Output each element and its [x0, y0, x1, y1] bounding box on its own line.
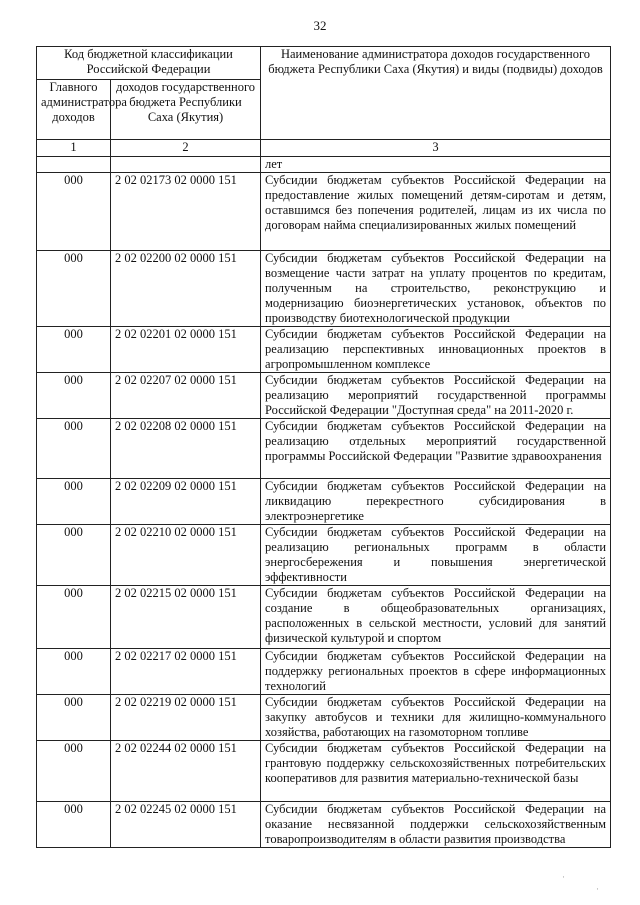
income-description-cell: Субсидии бюджетам субъектов Российской Федерации на реализацию региональных программ в области энергосбережения и повышения энергетической эффективности [261, 525, 611, 586]
admin-code-cell: 000 [37, 173, 111, 251]
table-row [37, 695, 611, 741]
income-description-cell: Субсидии бюджетам субъектов Российской Федерации на реализацию перспективных инновационных проектов в агропромышленном комплексе [261, 327, 611, 373]
admin-code-cell: 000 [37, 251, 111, 327]
budget-code-cell: 2 02 02210 02 0000 151 [111, 525, 261, 586]
income-description-cell: Субсидии бюджетам субъектов Российской Федерации на закупку автобусов и техники для жилищно-коммунального хозяйства, работающих на газомоторном топливе [261, 695, 611, 741]
admin-code-cell: 000 [37, 327, 111, 373]
income-description-cell: Субсидии бюджетам субъектов Российской Федерации на реализацию мероприятий государственной программы Российской Федерации "Доступная среда" на 2011-2020 г. [261, 373, 611, 419]
budget-code-cell: 2 02 02208 02 0000 151 [111, 419, 261, 479]
table-row [37, 802, 611, 848]
column-number-row [37, 140, 611, 157]
admin-code-cell: 000 [37, 649, 111, 695]
continuation-code [111, 157, 261, 173]
income-description-cell: Субсидии бюджетам субъектов Российской Федерации на предоставление жилых помещений детям-сиротам и детям, оставшимся без попечения родителей, лицам из их числа по договорам найма специализированных жилых помещений [261, 173, 611, 251]
budget-code-cell: 2 02 02215 02 0000 151 [111, 586, 261, 649]
budget-code-cell: 2 02 02201 02 0000 151 [111, 327, 261, 373]
table-row [37, 251, 611, 327]
column-number-3: 3 [261, 140, 611, 157]
table-row [37, 586, 611, 649]
page-number: 32 [313, 18, 327, 33]
admin-code-cell: 000 [37, 373, 111, 419]
budget-code-cell: 2 02 02244 02 0000 151 [111, 741, 261, 802]
scan-dot: · [562, 872, 565, 882]
table-row [37, 373, 611, 419]
admin-code-cell: 000 [37, 419, 111, 479]
admin-code-cell: 000 [37, 525, 111, 586]
table-row [37, 525, 611, 586]
budget-code-cell: 2 02 02207 02 0000 151 [111, 373, 261, 419]
table-row [37, 479, 611, 525]
continuation-text: лет [261, 157, 611, 173]
income-description-cell: Субсидии бюджетам субъектов Российской Федерации на грантовую поддержку сельскохозяйственных потребительских кооперативов для развития материально-технической базы [261, 741, 611, 802]
admin-code-cell: 000 [37, 741, 111, 802]
continuation-row [37, 157, 611, 173]
header-row-top [37, 47, 611, 80]
table-row [37, 419, 611, 479]
budget-code-cell: 2 02 02200 02 0000 151 [111, 251, 261, 327]
budget-code-cell: 2 02 02245 02 0000 151 [111, 802, 261, 848]
admin-header: Главного администратора доходов [37, 80, 111, 140]
income-description-cell: Субсидии бюджетам субъектов Российской Федерации на оказание несвязанной поддержки сельскохозяйственным товаропроизводителям в области развития производства [261, 802, 611, 848]
admin-code-cell: 000 [37, 586, 111, 649]
budget-code-cell: 2 02 02209 02 0000 151 [111, 479, 261, 525]
admin-code-cell: 000 [37, 802, 111, 848]
income-description-cell: Субсидии бюджетам субъектов Российской Федерации на ликвидацию перекрестного субсидирования в электроэнергетике [261, 479, 611, 525]
budget-code-cell: 2 02 02219 02 0000 151 [111, 695, 261, 741]
budget-classification-table [36, 46, 611, 848]
admin-code-cell: 000 [37, 695, 111, 741]
column-number-2: 2 [111, 140, 261, 157]
income-description-cell: Субсидии бюджетам субъектов Российской Федерации на поддержку региональных проектов в сфере информационных технологий [261, 649, 611, 695]
income-description-cell: Субсидии бюджетам субъектов Российской Федерации на реализацию отдельных мероприятий государственной программы Российской Федерации "Развитие здравоохранения [261, 419, 611, 479]
continuation-admin [37, 157, 111, 173]
income-description-cell: Субсидии бюджетам субъектов Российской Федерации на возмещение части затрат на уплату процентов по кредитам, полученным на строительство, реконструкцию и модернизацию биоэнергетических установок, объектов по производству биотехнологической продукции [261, 251, 611, 327]
table-row [37, 741, 611, 802]
budget-code-cell: 2 02 02217 02 0000 151 [111, 649, 261, 695]
table-row [37, 649, 611, 695]
income-description-cell: Субсидии бюджетам субъектов Российской Федерации на создание в общеобразовательных организациях, расположенных в сельской местности, условий для занятий физической культурой и спортом [261, 586, 611, 649]
classification-header: Код бюджетной классификации Российской Федерации [37, 47, 261, 80]
name-header: Наименование администратора доходов государственного бюджета Республики Саха (Якутия) и виды (подвиды) доходов [261, 47, 611, 140]
column-number-1: 1 [37, 140, 111, 157]
admin-code-cell: 000 [37, 479, 111, 525]
income-header: доходов государственного бюджета Республики Саха (Якутия) [111, 80, 261, 140]
table-row [37, 173, 611, 251]
budget-code-cell: 2 02 02173 02 0000 151 [111, 173, 261, 251]
table-row [37, 327, 611, 373]
scan-dot: · [596, 884, 599, 894]
